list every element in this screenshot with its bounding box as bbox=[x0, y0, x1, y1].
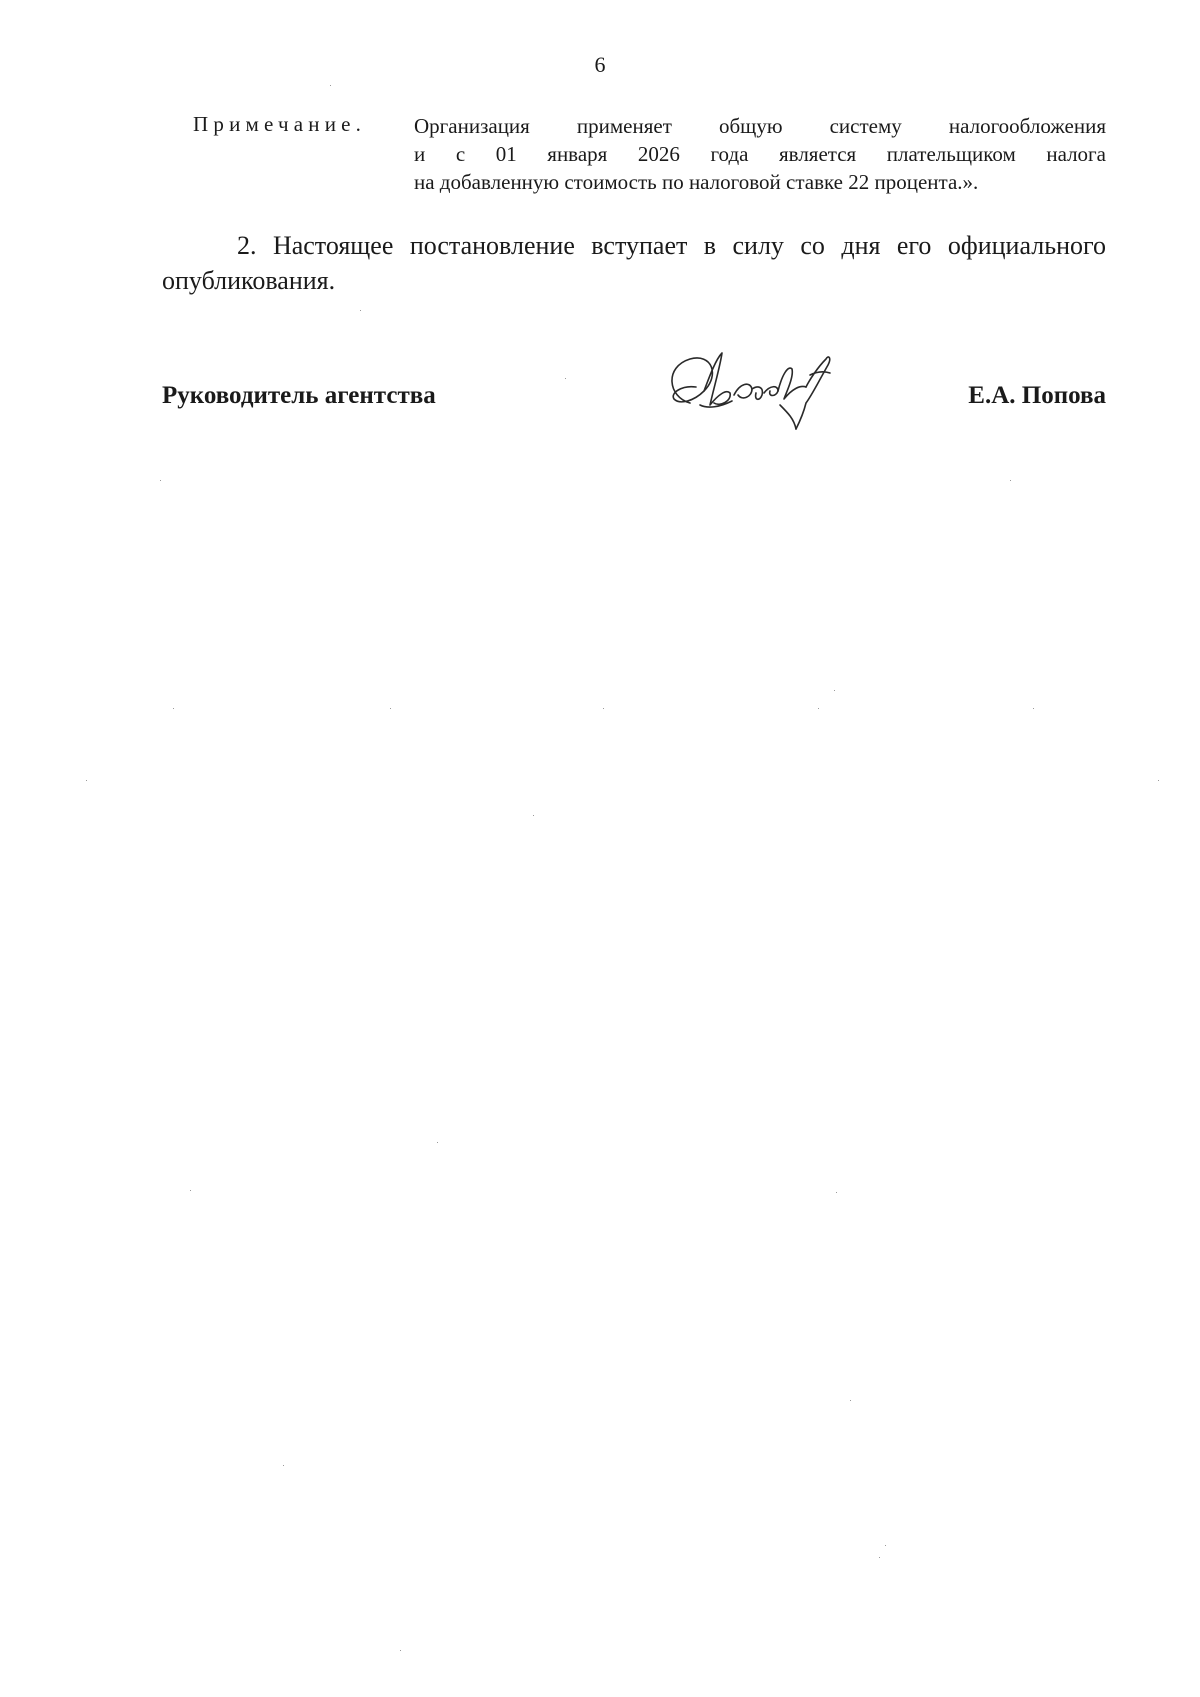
scan-speck bbox=[533, 815, 534, 816]
handwritten-signature-icon bbox=[660, 345, 860, 435]
scan-speck bbox=[850, 1400, 851, 1401]
scan-speck bbox=[173, 708, 174, 709]
scan-speck bbox=[330, 85, 331, 86]
scan-speck bbox=[818, 708, 819, 709]
signatory-name: Е.А. Попова bbox=[968, 382, 1106, 409]
scan-speck bbox=[834, 690, 835, 691]
scan-speck bbox=[400, 1650, 401, 1651]
scan-speck bbox=[1033, 708, 1034, 709]
scan-speck bbox=[160, 480, 161, 481]
note-line: на добавленную стоимость по налоговой ставке 22 процента.». bbox=[414, 170, 979, 194]
scan-speck bbox=[1158, 780, 1159, 781]
signatory-position: Руководитель агентства bbox=[162, 382, 436, 409]
note-line: и с 01 января 2026 года является плательщиком налога bbox=[414, 142, 1106, 166]
scan-speck bbox=[390, 708, 391, 709]
scan-speck bbox=[86, 780, 87, 781]
scan-speck bbox=[836, 1192, 837, 1193]
note-label: Примечание. bbox=[193, 112, 367, 136]
scan-speck bbox=[565, 378, 566, 379]
clause-line: опубликования. bbox=[162, 266, 336, 295]
clause-line: 2. Настоящее постановление вступает в силу со дня его официального bbox=[237, 231, 1106, 260]
clause-paragraph bbox=[162, 228, 1106, 298]
scan-speck bbox=[360, 310, 361, 311]
scan-speck bbox=[879, 1557, 880, 1558]
scan-speck bbox=[1010, 480, 1011, 481]
scan-speck bbox=[603, 708, 604, 709]
note-text bbox=[414, 112, 1106, 196]
scan-speck bbox=[885, 1545, 886, 1546]
page-number: 6 bbox=[594, 52, 606, 77]
scan-speck bbox=[190, 1190, 191, 1191]
scan-speck bbox=[437, 1142, 438, 1143]
note-line: Организация применяет общую систему налогообложения bbox=[414, 114, 1106, 138]
scan-speck bbox=[283, 1465, 284, 1466]
